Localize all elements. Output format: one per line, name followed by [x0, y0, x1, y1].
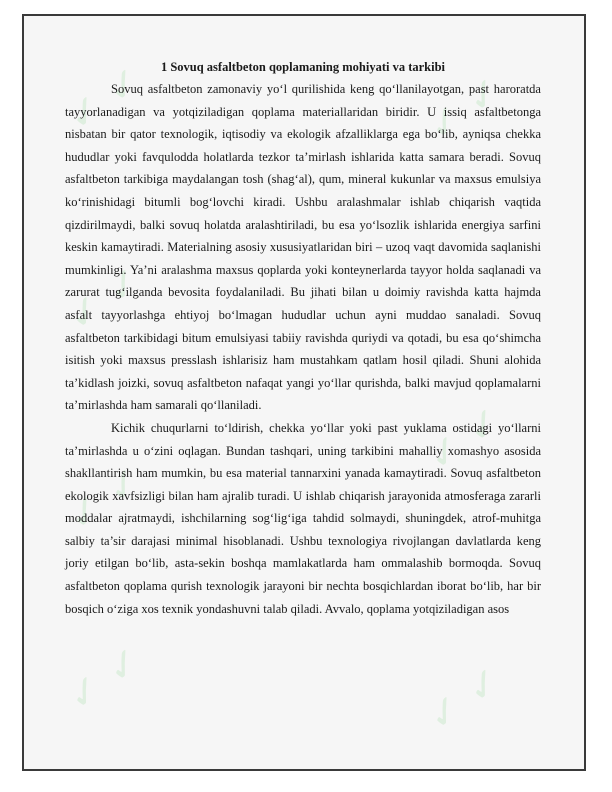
watermark-mark: ✓ ✓ — [58, 456, 151, 542]
watermark-mark: ✓ ✓ — [58, 636, 151, 722]
watermark-mark: ✓ ✓ — [58, 56, 151, 142]
watermark-mark: ✓ ✓ — [418, 66, 511, 152]
document-body — [65, 56, 541, 620]
paragraph-2: Kichik chuqurlarni to‘ldirish, chekka yo‘llar yoki past yuklama ostidagi yo‘llarni ta’mirlashda u o‘zini oqlagan. Bundan tashqari, uning tarkibini mahalliy xomashyo asosida shakllantirish ham mumkin, bu esa material tannarxini yanada kamaytiradi. Sovuq asfaltbeton ekologik xavfsizligi bilan ham ajralib turadi. U ishlab chiqarish jarayonida atmosferaga zararli moddalar ajratmaydi, ishchilarning sog‘lig‘iga tahdid solmaydi, shuningdek, atrof-muhitga salbiy ta’sir darajasi minimal hisoblanadi. Ushbu texnologiya rivojlangan davlatlarda keng joriy etilgan bo‘lib, asta-sekin boshqa mamlakatlarda ham ommalashib bormoqda. Sovuq asfaltbeton qoplama qurish texnologik jarayoni bir nechta bosqichlardan iborat bo‘lib, har bir bosqich o‘ziga xos texnik yondashuvni talab qiladi. Avvalo, qoplama yotqiziladigan asos — [65, 420, 541, 616]
watermark-mark: ✓ ✓ — [58, 256, 151, 342]
section-title: 1 Sovuq asfaltbeton qoplamaning mohiyati va tarkibi — [160, 60, 446, 74]
watermark-mark: ✓ ✓ — [418, 396, 511, 482]
paragraph-1: Sovuq asfaltbeton zamonaviy yo‘l qurilishida keng qo‘llanilayotgan, past haroratda tayyorlanadigan va yotqiziladigan qoplama materiallaridan biridir. U issiq asfaltbetonga nisbatan bir qator texnologik, iqtisodiy va ekologik afzalliklarga ega bo‘lib, ayniqsa chekka hududlar yoki favqulodda holatlarda tezkor ta’mirlash ishlarida katta samara beradi. Sovuq asfaltbeton tarkibiga maydalangan tosh (shag‘al), qum, mineral kukunlar va maxsus emulsiya ko‘rinishidagi bitumli bog‘lovchi kiradi. Ushbu aralashmalar ishlab chiqarish vaqtida qizdirilmaydi, balki sovuq holatda aralashtiriladi, bu esa yo‘lsozlik ishlarida energiya sarfini keskin kamaytiradi. Materialning asosiy xususiyatlaridan biri – uzoq vaqt davomida saqlanishi mumkinligi. Ya’ni aralashma maxsus qoplarda yoki konteynerlarda tayyor holda saqlanadi va zarurat tug‘ilganda bevosita foydalaniladi. Bu jihati bilan u doimiy ravishda katta hajmda asfalt tayyorlashga ehtiyoj bo‘lmagan hududlar uchun ayni muddao sanaladi. Sovuq asfaltbeton tarkibidagi bitum emulsiyasi tabiiy ravishda quriydi va qotadi, bu esa qo‘shimcha isitish yoki maxsus presslash ishlarisiz ham mustahkam qatlam hosil qiladi. Shuni alohida ta’kidlash joizki, sovuq asfaltbeton nafaqat yangi yo‘llar qurishda, balki mavjud qoplamalarni ta’mirlashda ham samarali qo‘llaniladi. — [65, 82, 541, 413]
watermark-mark: ✓ ✓ — [418, 656, 511, 742]
